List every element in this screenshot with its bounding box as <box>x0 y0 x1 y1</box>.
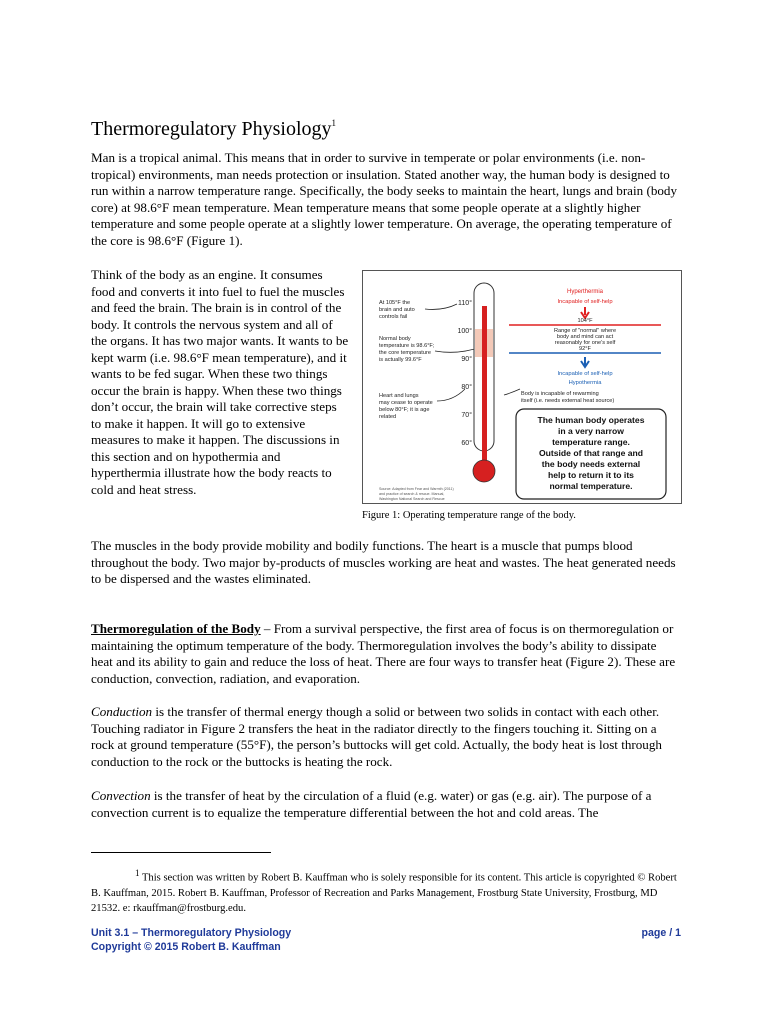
note-normal-line: the core temperature <box>379 350 431 356</box>
note-heart-line: may cease to operate <box>379 400 433 406</box>
callout-line: The human body operates <box>537 415 645 425</box>
thermometer-bulb <box>473 460 495 482</box>
hyper-sub-label: Incapable of self-help <box>557 299 613 305</box>
source-note-line: Source: Adapted from Fear and Warmth (2011) <box>379 487 454 491</box>
mercury-column <box>482 306 487 466</box>
rewarm-note-line: Body is incapable of rewarming <box>521 391 599 397</box>
term-convection: Convection <box>91 788 151 803</box>
scale-label: 100° <box>457 328 472 335</box>
note-105-line: controls fail <box>379 314 408 320</box>
callout-line: help to return it to its <box>548 470 634 480</box>
page-title: Thermoregulatory Physiology$^1$ <box>91 118 337 140</box>
paragraph-muscles: The muscles in the body provide mobility and bodily functions. The heart is a muscle that pumps blood throughout the body. Two major by-products of muscles working are heat and wastes. The heat generated needs to be dispersed and the wastes eliminated. <box>91 538 676 586</box>
scale-label: 60° <box>461 440 472 447</box>
footer-unit-title: Unit 3.1 – Thermoregulatory Physiology <box>91 927 292 939</box>
arrow-rewarm <box>504 389 520 395</box>
note-heart-line: below 80°F; it is age <box>379 407 430 413</box>
scale <box>458 299 473 447</box>
callout-line: normal temperature. <box>549 481 633 491</box>
source-note-line: Washington National Search and Rescue <box>379 497 445 501</box>
arrow-105-line <box>425 304 457 309</box>
scale-label: 80° <box>461 384 472 391</box>
hypothermia-label: Hypothermia <box>568 380 602 386</box>
callout-line: temperature range. <box>552 437 630 447</box>
callout-line: the body needs external <box>541 459 641 469</box>
source-note-line: and practice of search & rescue. Manual, <box>379 492 445 496</box>
footnote-mark: 1 <box>135 868 140 878</box>
paragraph-convection: Convection is the transfer of heat by the circulation of a fluid (e.g. water) or gas (e.g. air). The purpose of a convection current is to equalize the temperature differential between the hot and cold areas. The <box>91 788 652 820</box>
page-footer <box>91 927 681 954</box>
footnote: $^1$ This section was written by Robert B. Kauffman who is solely responsible for its content. This article is copyrighted © Robert B. Kauffman, 2015. Robert B. Kauffman, Professor of Recreation and Parks Management, Frostburg State University, Frostburg, MD 21532. e: rkauffman@frostburg.edu. <box>91 868 677 914</box>
footer-page-number: page / 1 <box>641 927 681 939</box>
note-105-line: brain and auto <box>379 307 415 313</box>
note-normal-line: Normal body <box>379 336 411 342</box>
note-heart-line: related <box>379 414 397 420</box>
range-text-line: Range of "normal" where <box>553 328 617 334</box>
arrow-up-red <box>581 307 589 318</box>
scale-label: 70° <box>461 412 472 419</box>
footer-copyright: Copyright © 2015 Robert B. Kauffman <box>91 940 281 953</box>
section-heading: Thermoregulation of the Body <box>91 621 261 636</box>
paragraph-engine: Think of the body as an engine. It consumes food and converts it into fuel to fuel the muscles and feed the brain. The brain is in control of the body. It controls the nervous system and all of the organs. It has two major wants. It wants to be kept warm (i.e. 98.6°F mean temperature), and it wants to be fed sugar. When these two things occur the brain is happy. When these two things don’t occur, the brain will take corrective steps to make it happen. It will go to extensive measures to make it happen. The discussions in this section and on hypothermia and hyperthermia illustrate how the body reacts to cold and heat stress. <box>91 267 349 497</box>
note-normal-line: is actually 99.6°F <box>379 357 422 363</box>
thermometer-diagram <box>363 271 681 503</box>
temp-high-label: 104°F <box>577 318 593 324</box>
rewarm-note-line: itself (i.e. needs external heat source) <box>521 398 615 404</box>
paragraph-intro: Man is a tropical animal. This means that in order to survive in temperate or polar environments (i.e. non-tropical) environments, man needs protection or insulation. Stated another way, the human body is designed to run within a narrow temperature range. Specifically, the body seeks to maintain the heart, lungs and brain (body core) at 98.6°F mean temperature. Mean temperature means that some people operate at a slightly higher temperature and some people operate at a slightly lower temperature. On average, the operating temperature of the core is 98.6°F (Figure 1). <box>91 150 678 248</box>
term-conduction: Conduction <box>91 704 153 719</box>
callout-line: Outside of that range and <box>538 448 644 458</box>
range-text-line: reasonably for one’s self <box>554 340 616 346</box>
scale-label: 110° <box>458 300 472 307</box>
hyperthermia-label: Hyperthermia <box>566 289 604 295</box>
callout-line: in a very narrow <box>558 426 624 436</box>
paragraph-conduction: Conduction is the transfer of thermal energy though a solid or between two solids in contact with each other. Touching radiator in Figure 2 transfers the heat in the radiator directly to the fingers touching it. Sitting on a rock at ground temperature (55°F), the person’s buttocks will get cold. Actually, the body heat is lost through conduction to the rock or the buttocks is heating the rock. <box>91 704 662 769</box>
scale-label: 90° <box>461 356 472 363</box>
hypo-sub-label: Incapable of self-help <box>557 371 613 377</box>
arrow-down-blue <box>581 357 589 367</box>
temp-low-label: 92°F <box>579 346 591 352</box>
footnote-divider <box>91 852 271 853</box>
note-105-line: At 105°F the <box>379 300 411 306</box>
note-heart-line: Heart and lungs <box>379 393 419 399</box>
figure-thermometer <box>362 270 682 504</box>
paragraph-thermoregulation: Thermoregulation of the Body – From a survival perspective, the first area of focus is on thermoregulation or maintaining the optimum temperature of the body. Thermoregulation involves the body’s ability to dissipate heat and its ability to gain and reduce the loss of heat. There are four ways to transfer heat (Figure 2). These are conduction, convection, radiation, and evaporation. <box>91 621 676 686</box>
note-normal-line: temperature is 98.6°F; <box>379 343 435 349</box>
title-footnote-mark: 1 <box>331 118 337 128</box>
figure-caption: Figure 1: Operating temperature range of the body. <box>362 510 576 521</box>
range-text-line: body and mind can act <box>556 334 614 340</box>
